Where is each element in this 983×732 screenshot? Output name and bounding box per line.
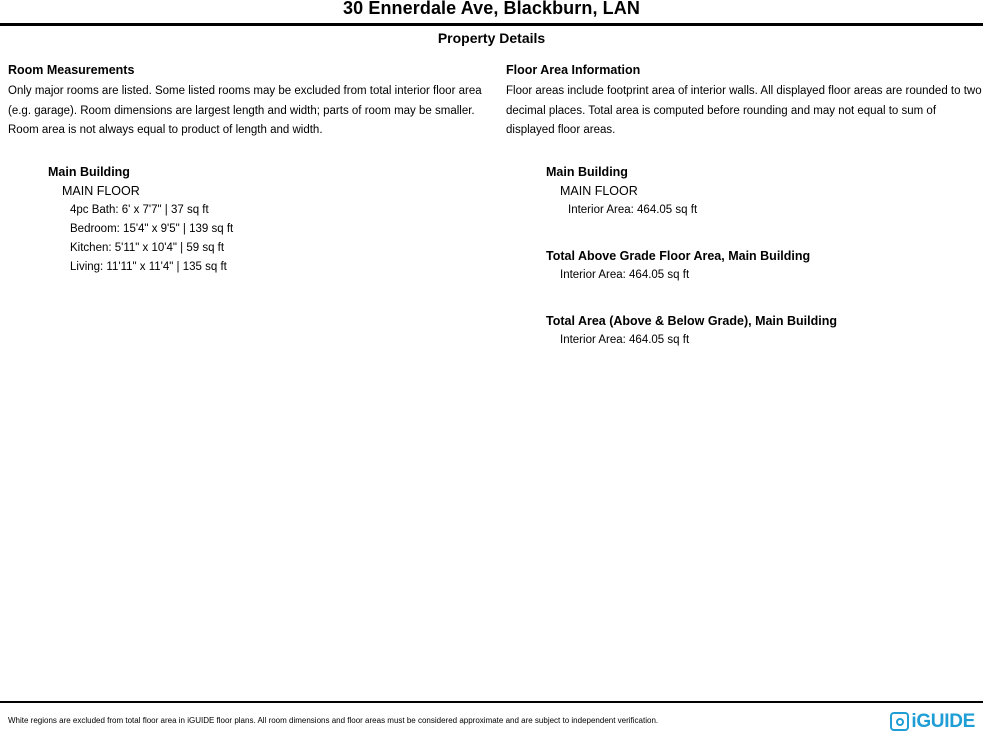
camera-icon <box>890 712 909 731</box>
page-footer <box>0 706 983 732</box>
list-item: Interior Area: 464.05 sq ft <box>568 203 698 216</box>
area-floor-label: MAIN FLOOR <box>560 183 638 198</box>
footer-divider <box>0 701 983 703</box>
list-item: 4pc Bath: 6' x 7'7" | 37 sq ft <box>70 203 209 216</box>
floor-area-heading: Floor Area Information <box>506 63 641 77</box>
total-above-grade-value: Interior Area: 464.05 sq ft <box>560 268 690 281</box>
list-item: Kitchen: 5'11" x 10'4" | 59 sq ft <box>70 241 225 254</box>
list-item: Bedroom: 15'4" x 9'5" | 139 sq ft <box>70 222 234 235</box>
floor-area-tree <box>506 163 983 220</box>
total-all-grade-value: Interior Area: 464.05 sq ft <box>560 333 690 346</box>
floor-area-column <box>506 62 983 350</box>
room-measurements-note: Only major rooms are listed. Some listed rooms may be excluded from total interior floor area (e.g. garage). Room dimensions are largest length and width; parts of room may be smaller. Room area is not always equal to product of length and width. <box>8 85 482 136</box>
total-all-grade-block <box>506 312 983 350</box>
total-above-grade-heading: Total Above Grade Floor Area, Main Building <box>546 248 811 263</box>
room-measurements-heading: Room Measurements <box>8 63 135 77</box>
iguide-logo <box>890 712 975 731</box>
page-subtitle: Property Details <box>437 30 546 46</box>
room-building-label: Main Building <box>48 164 130 179</box>
room-measurements-column <box>8 62 490 277</box>
room-measurements-tree <box>8 163 490 277</box>
total-above-grade-block <box>506 247 983 285</box>
footer-disclaimer: White regions are excluded from total floor area in iGUIDE floor plans. All room dimensions and floor areas must be considered approximate and are subject to independent verification. <box>8 716 659 725</box>
floor-area-note: Floor areas include footprint area of interior walls. All displayed floor areas are rounded to two decimal places. Total area is computed before rounding and may not equal to sum of displayed floor areas. <box>506 85 982 136</box>
room-floor-label: MAIN FLOOR <box>62 183 140 198</box>
header-divider <box>0 23 983 26</box>
list-item: Living: 11'11" x 11'4" | 135 sq ft <box>70 260 227 273</box>
total-all-grade-heading: Total Area (Above & Below Grade), Main Building <box>546 313 837 328</box>
iguide-logo-text: iGUIDE <box>911 711 975 732</box>
area-building-label: Main Building <box>546 164 628 179</box>
page-title: 30 Ennerdale Ave, Blackburn, LAN <box>343 0 640 18</box>
